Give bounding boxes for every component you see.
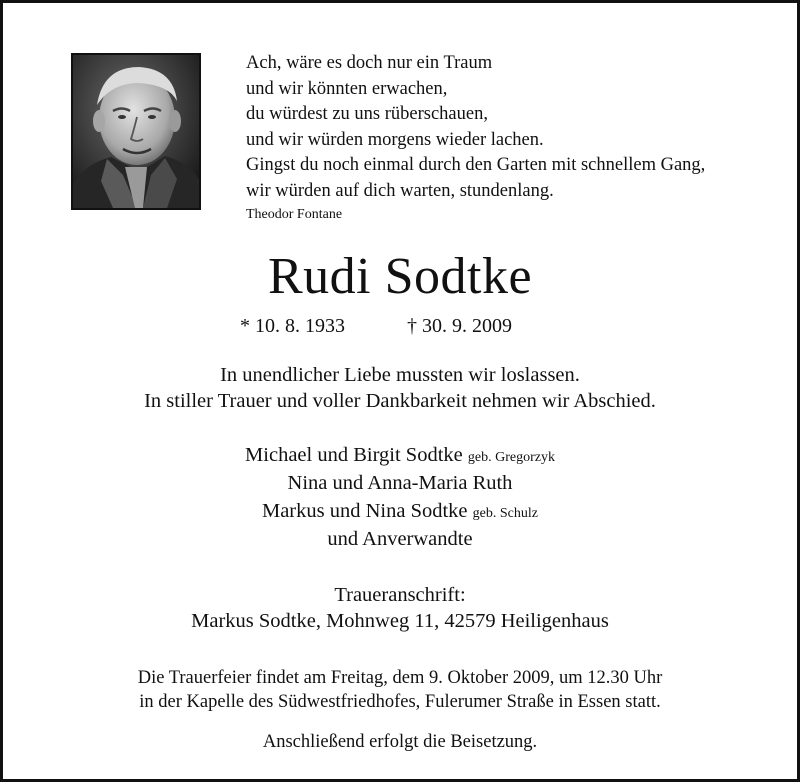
deceased-name: Rudi Sodtke (267, 248, 533, 305)
poem-line: wir würden auf dich warten, stundenlang. (246, 180, 554, 201)
mourner-line (3, 441, 797, 472)
mourner-line (3, 469, 797, 497)
address-label: Traueranschrift: (334, 584, 466, 606)
poem (246, 51, 796, 225)
mourner-maiden-name: geb. Gregorzyk (467, 450, 555, 465)
poem-line: Gingst du noch einmal durch den Garten mit schnellem Gang, (246, 155, 706, 176)
mourner-name: Michael und Birgit Sodtke (245, 444, 463, 466)
portrait-photo (71, 53, 201, 210)
mourner-maiden-name: geb. Schulz (472, 506, 538, 521)
poem-line: Ach, wäre es doch nur ein Traum (246, 53, 493, 73)
mourner-line (3, 497, 797, 528)
mourner-name: Markus und Nina Sodtke (261, 500, 468, 522)
address-line: Markus Sodtke, Mohnweg 11, 42579 Heiligenhaus (191, 610, 609, 632)
service-line: Die Trauerfeier findet am Freitag, dem 9. Oktober 2009, um 12.30 Uhr (137, 668, 663, 688)
farewell-line: In stiller Trauer und voller Dankbarkeit nehmen wir Abschied. (144, 390, 656, 412)
portrait-image (73, 55, 199, 208)
death-date: † 30. 9. 2009 (407, 315, 512, 337)
birth-date: * 10. 8. 1933 (240, 315, 345, 337)
burial-note: Anschließend erfolgt die Beisetzung. (262, 732, 538, 752)
farewell-line: In unendlicher Liebe mussten wir loslassen. (220, 364, 580, 386)
mourner-name: Nina und Anna-Maria Ruth (287, 472, 513, 494)
poem-line: und wir könnten erwachen, (246, 78, 448, 99)
service-line: in der Kapelle des Südwestfriedhofes, Fulerumer Straße in Essen statt. (139, 692, 661, 712)
mourner-name: und Anverwandte (327, 528, 473, 550)
poem-line: du würdest zu uns rüberschauen, (246, 104, 488, 125)
poem-line: und wir würden morgens wieder lachen. (246, 129, 544, 150)
poem-author: Theodor Fontane (246, 206, 343, 222)
mourner-line (3, 525, 797, 553)
